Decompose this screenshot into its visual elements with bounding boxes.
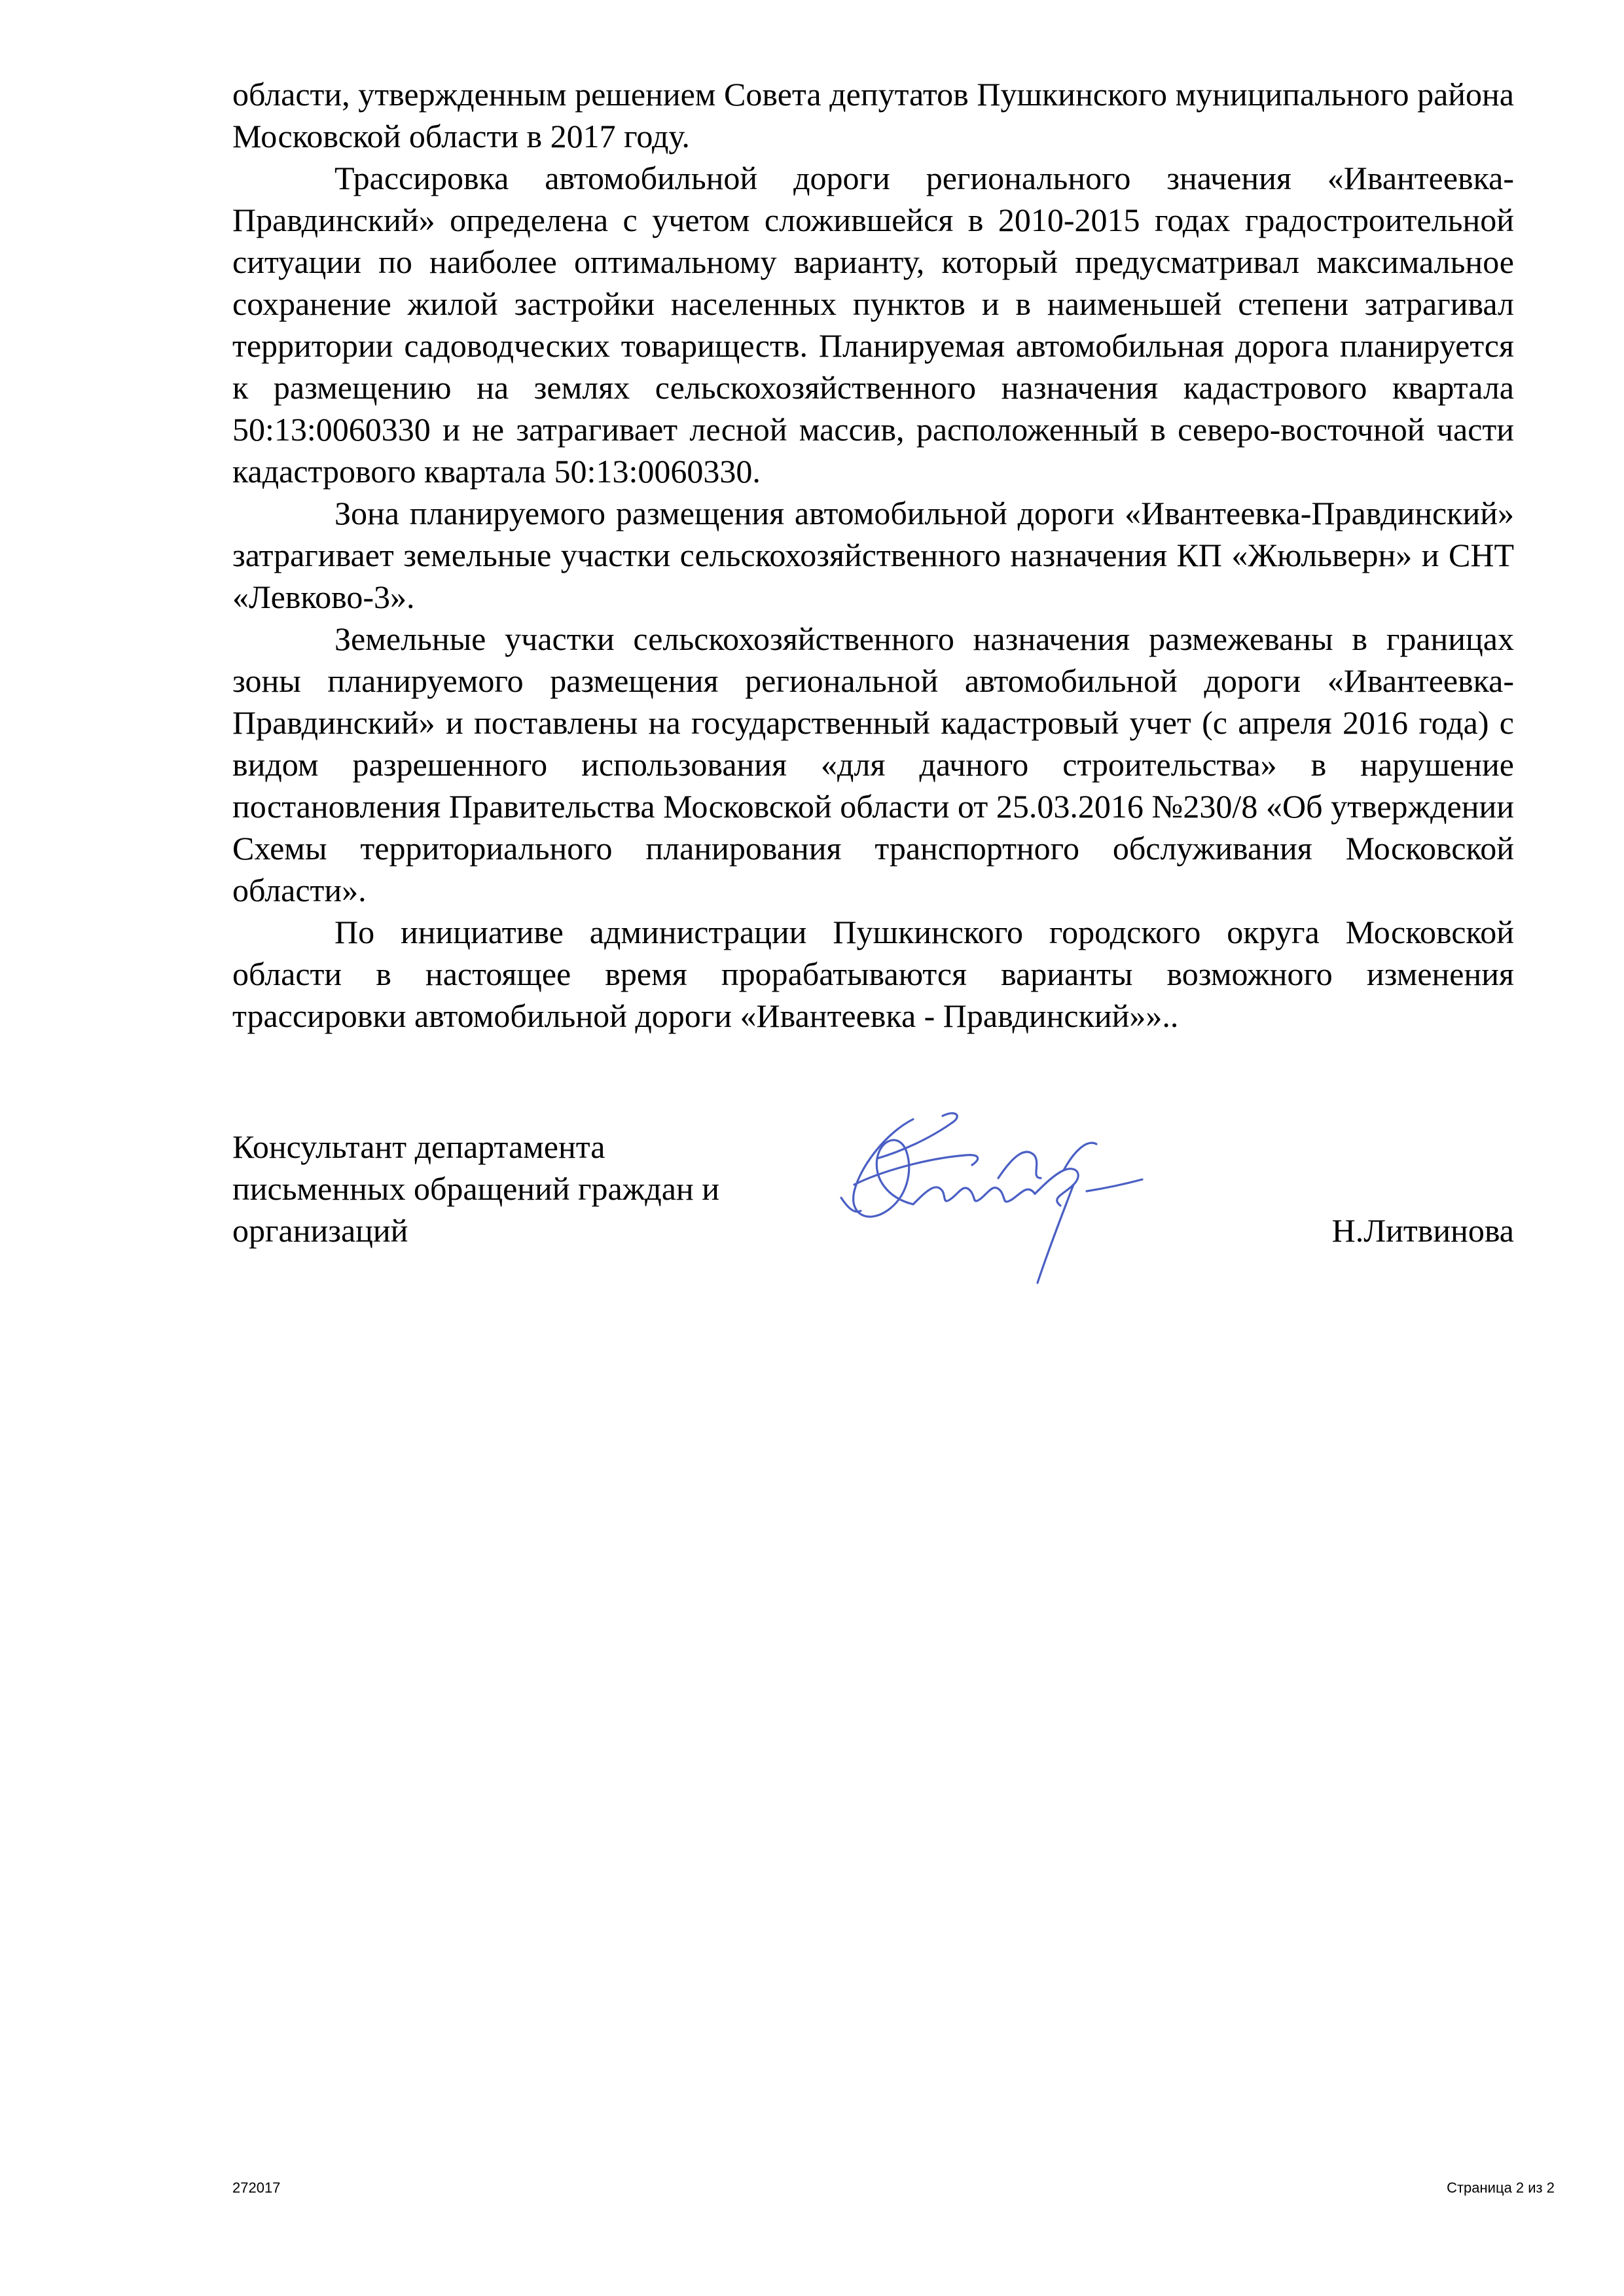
signer-title-line-2: письменных обращений граждан и (232, 1170, 719, 1207)
letter-body (232, 73, 1514, 1037)
document-number: 272017 (232, 2179, 281, 2196)
paragraph-2: Трассировка автомобильной дороги регионального значения «Ивантеевка-Правдинский» определена с учетом сложившейся в 2010-2015 годах градостроительной ситуации по наиболее оптимальному варианту, который предусматривал максимальное сохранение жилой застройки населенных пунктов и в наименьшей степени затрагивал территории садоводческих товариществ. Планируемая автомобильная дорога планируется к размещению на землях сельскохозяйственного назначения кадастрового квартала 50:13:0060330 и не затрагивает лесной массив, расположенный в северо-восточной части кадастрового квартала 50:13:0060330. (232, 160, 1514, 490)
signer-name: Н.Литвинова (1331, 1212, 1514, 1249)
handwritten-signature (815, 1093, 1182, 1302)
signature-block (232, 1126, 1514, 1296)
signer-title-line-3: организаций (232, 1212, 408, 1249)
page-number: Страница 2 из 2 (1447, 2179, 1555, 2196)
signer-title-line-1: Консультант департамента (232, 1128, 605, 1165)
page-footer (232, 2179, 1555, 2206)
paragraph-5: По инициативе администрации Пушкинского городского округа Московской области в настоящее время прорабатываются варианты возможного изменения трассировки автомобильной дороги «Ивантеевка - Правдинский»».. (232, 914, 1514, 1034)
signer-title (232, 1126, 821, 1251)
paragraph-3: Зона планируемого размещения автомобильной дороги «Ивантеевка-Правдинский» затрагивает земельные участки сельскохозяйственного назначения КП «Жюльверн» и СНТ «Левково-3». (232, 495, 1514, 615)
paragraph-4: Земельные участки сельскохозяйственного назначения размежеваны в границах зоны планируемого размещения региональной автомобильной дороги «Ивантеевка-Правдинский» и поставлены на государственный кадастровый учет (с апреля 2016 года) с видом разрешенного использования «для дачного строительства» в нарушение постановления Правительства Московской области от 25.03.2016 №230/8 «Об утверждении Схемы территориального планирования транспортного обслуживания Московской области». (232, 620, 1514, 908)
paragraph-1: области, утвержденным решением Совета депутатов Пушкинского муниципального района Московской области в 2017 году. (232, 76, 1514, 154)
